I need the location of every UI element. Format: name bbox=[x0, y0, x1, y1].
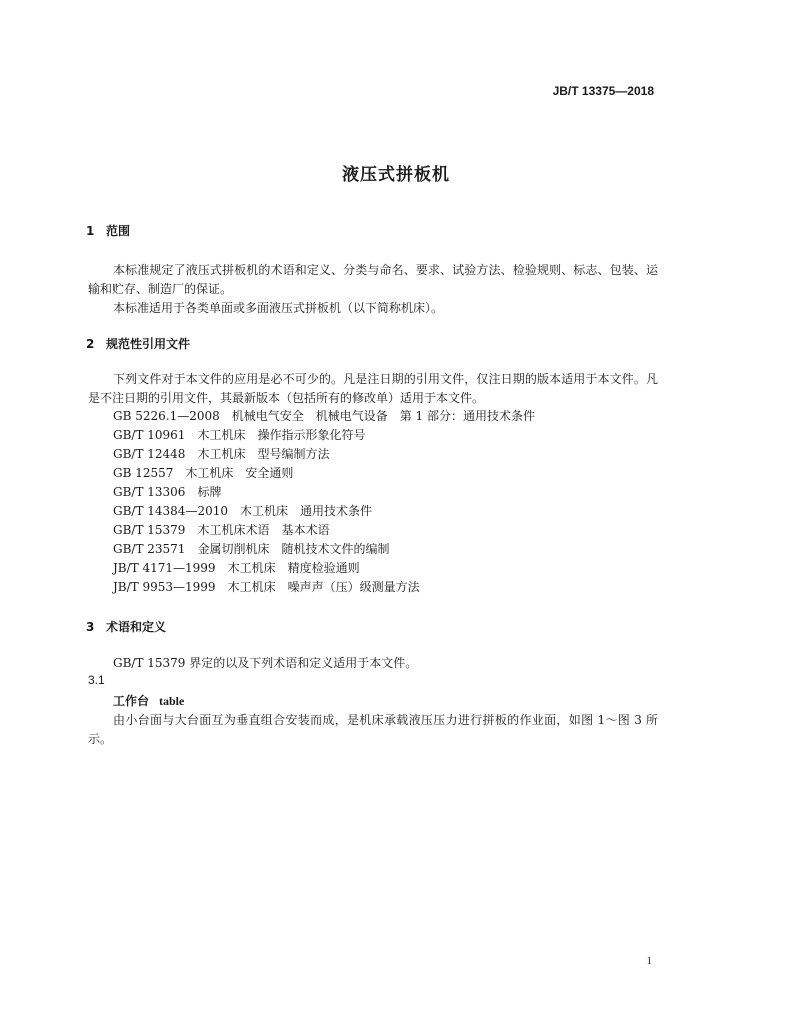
standard-code: JB/T 13375—2018 bbox=[552, 84, 654, 98]
section-1-title: 范围 bbox=[106, 224, 131, 238]
section-3-number: 3 bbox=[86, 620, 95, 634]
scope-paragraph-2: 本标准适用于各类单面或多面液压式拼板机（以下简称机床）。 bbox=[113, 301, 444, 315]
reference-item: GB 12557 木工机床 安全通则 bbox=[113, 466, 294, 480]
section-2-title: 规范性引用文件 bbox=[106, 337, 191, 351]
term-entry bbox=[113, 692, 184, 709]
reference-list bbox=[113, 407, 535, 597]
section-2-heading bbox=[86, 335, 190, 352]
page-number: 1 bbox=[646, 955, 652, 967]
reference-item: GB/T 15379 木工机床术语 基本术语 bbox=[113, 523, 330, 537]
normative-refs-intro: 下列文件对于本文件的应用是必不可少的。凡是注日期的引用文件，仅注日期的版本适用于本文件。凡是不注日期的引用文件，其最新版本（包括所有的修改单）适用于本文件。 bbox=[88, 372, 658, 405]
document-title: 液压式拼板机 bbox=[342, 165, 450, 185]
reference-item: GB/T 23571 金属切削机床 随机技术文件的编制 bbox=[113, 542, 390, 556]
term-chinese: 工作台 bbox=[113, 694, 150, 708]
reference-item: GB 5226.1—2008 机械电气安全 机械电气设备 第 1 部分：通用技术条件 bbox=[113, 409, 536, 423]
section-1-number: 1 bbox=[86, 224, 95, 238]
section-2-number: 2 bbox=[86, 337, 95, 351]
reference-item: JB/T 4171—1999 木工机床 精度检验通则 bbox=[113, 561, 360, 575]
term-english: table bbox=[159, 694, 185, 708]
terms-intro: GB/T 15379 界定的以及下列术语和定义适用于本文件。 bbox=[113, 656, 418, 670]
reference-item: GB/T 13306 标牌 bbox=[113, 485, 222, 499]
section-3-heading bbox=[86, 618, 166, 635]
scope-paragraph-1: 本标准规定了液压式拼板机的术语和定义、分类与命名、要求、试验方法、检验规则、标志、包装、运输和贮存、制造厂的保证。 bbox=[88, 263, 658, 296]
reference-item: JB/T 9953—1999 木工机床 噪声声（压）级测量方法 bbox=[113, 580, 420, 594]
term-definition: 由小台面与大台面互为垂直组合安装而成，是机床承载液压压力进行拼板的作业面，如图 1～图 3 所示。 bbox=[88, 713, 658, 746]
reference-item: GB/T 12448 木工机床 型号编制方法 bbox=[113, 447, 330, 461]
clause-3-1-number: 3.1 bbox=[88, 673, 105, 687]
section-3-title: 术语和定义 bbox=[106, 620, 167, 634]
reference-item: GB/T 10961 木工机床 操作指示形象化符号 bbox=[113, 428, 366, 442]
reference-item: GB/T 14384—2010 木工机床 通用技术条件 bbox=[113, 504, 372, 518]
section-1-heading bbox=[86, 222, 130, 239]
